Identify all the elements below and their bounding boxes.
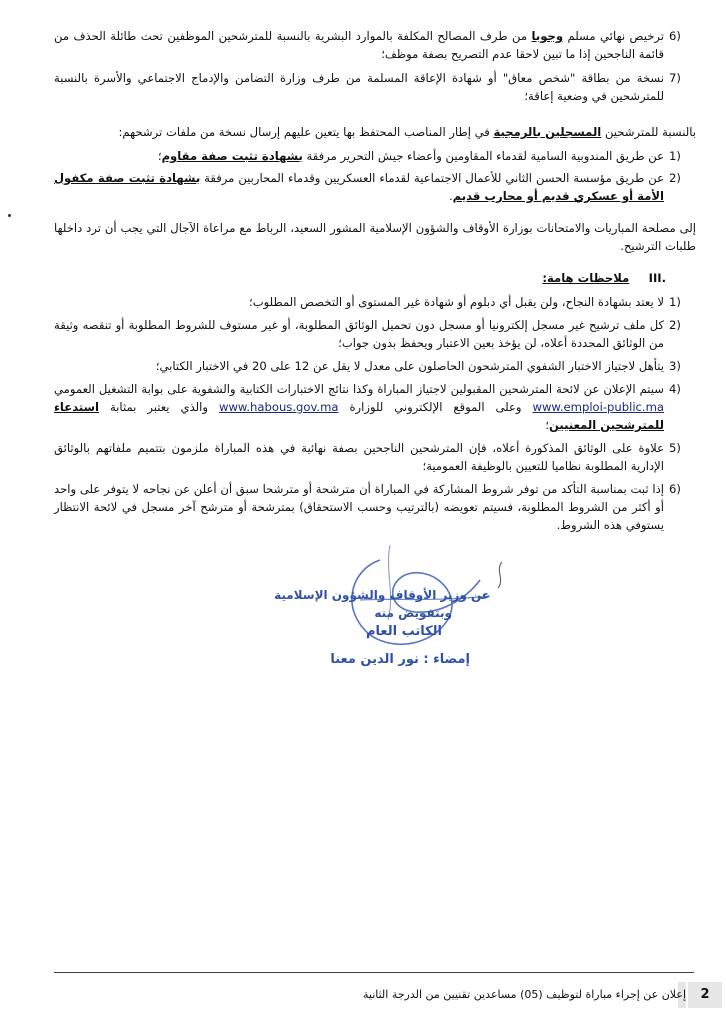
stamp-line: إمضاء : نور الدين معنا <box>330 652 470 667</box>
list-item <box>54 381 686 435</box>
footer-rule <box>54 972 694 973</box>
item-text: علاوة على الوثائق المذكورة أعلاه، فإن المترشحين الناجحين بصفة نهائية في هذه المباراة ملزمون بتتميم ملفاتهم بالوثائق الإدارية المطلوبة نظاميا للتعيين بالوظيفة العمومية؛ <box>54 440 664 473</box>
item-text: كل ملف ترشيح غير مسجل إلكترونيا أو مسجل دون تحميل الوثائق المطلوبة، أو غير مستوف للشروط المطلوبة أو تنقصه وثيقة من الوثائق المحددة أعلاه، لن يؤخذ بعين الاعتبار ويحفظ بدون جواب؛ <box>54 317 664 350</box>
stamp-line: الكاتب العام <box>365 624 442 639</box>
list-item <box>54 358 686 376</box>
item-text: لا يعتد بشهادة النجاح، ولن يقبل أي دبلوم أو شهادة غير المستوى أو التخصص المطلوب؛ <box>249 295 664 309</box>
registered-emphasis: المسجلين بالرمجية <box>493 125 602 139</box>
list-item <box>54 481 686 535</box>
stamp-line: عن وزير الأوقاف والشؤون الإسلامية <box>274 588 490 602</box>
emploi-public-link[interactable]: www.emploi-public.ma <box>532 399 665 414</box>
page-number: 2 <box>688 982 722 1008</box>
item-number: 1) <box>669 149 681 163</box>
emphasis-text: وجوبا <box>531 29 564 43</box>
item-text: سيتم الإعلان عن لائحة المترشحين المقبولين لاجتياز المباراة وكذا نتائج الاختبارات الكتابية والشفوية على بوابة التشغيل العمومي www.emploi-public.ma وعلى الموقع الإلكتروني للوزارة www.habous.gov.ma والذي يعتبر بمثابة استدعاء للمترشحين المعنيين؛ <box>54 381 665 432</box>
item-text: نسخة من بطاقة "شخص معاق" أو شهادة الإعاقة المسلمة من طرف وزارة التضامن والإدماج الاجتماعي والأسرة بالنسبة للمترشحين في وضعية إعاقة؛ <box>54 70 664 103</box>
item-number: 4) <box>669 381 681 396</box>
list-item <box>54 440 686 476</box>
item-number: 6) <box>669 481 681 496</box>
list-item <box>54 70 686 106</box>
registered-intro: بالنسبة للمترشحين المسجلين بالرمجية في إطار المناصب المحتفظ بها يتعين عليهم إرسال نسخة من ملفات ترشحهم: <box>118 125 696 139</box>
summons-emphasis: استدعاء للمترشحين المعنيين <box>54 399 664 432</box>
list-item <box>54 170 686 206</box>
item-text: يتأهل لاجتياز الاختبار الشفوي المترشحون الحاصلون على معدل لا يقل عن 12 على 20 في الاختبار الكتابي؛ <box>155 358 664 373</box>
item-text: عن طريق المندوبية السامية لقدماء المقاومين وأعضاء جيش التحرير مرفقة بشهادة تثبت صفة مقاوم؛ <box>157 149 664 163</box>
item-number: 6) <box>669 29 681 43</box>
list-item <box>54 317 686 353</box>
documents-list-continued <box>54 28 686 106</box>
stray-mark <box>8 214 11 217</box>
habous-link[interactable]: www.habous.gov.ma <box>218 399 339 414</box>
registered-list <box>54 148 686 206</box>
item-number: 2) <box>669 170 681 185</box>
section-numeral: III. <box>648 271 666 285</box>
item-number: 2) <box>669 317 681 332</box>
notes-list <box>54 294 686 535</box>
section-title: ملاحظات هامة: <box>542 271 630 285</box>
list-item <box>54 148 686 166</box>
item-number: 7) <box>669 70 681 85</box>
item-text: ترخيص نهائي مسلم وجوبا من طرف المصالح المكلفة بالموارد البشرية بالنسبة للمترشحين الموظفين تحت طائلة الحذف من قائمة الناجحين إذا ما تبين لاحقا عدم التصريح بصفة موظف؛ <box>54 29 664 61</box>
footer-text: إعلان عن إجراء مباراة لتوظيف (05) مساعدين تقنيين من الدرجة الثانية <box>362 988 686 1001</box>
item-text: عن طريق مؤسسة الحسن الثاني للأعمال الاجتماعية لقدماء العسكريين وقدماء المحاربين مرفقة بشهادة تثبت صفة مكفول الأمة أو عسكري قديم أو محارب قديم. <box>54 170 665 203</box>
signature-stamp <box>274 540 510 680</box>
notes-heading <box>54 270 666 288</box>
item-number: 3) <box>669 358 681 373</box>
item-number: 1) <box>669 295 681 309</box>
list-item <box>54 28 686 64</box>
item-number: 5) <box>669 440 681 455</box>
list-item <box>54 294 686 312</box>
stamp-line: وبتفويض منه <box>374 606 452 620</box>
item-text: إذا ثبت بمناسبة التأكد من توفر شروط المشاركة في المباراة أن مترشحة أو مترشحا سبق أن أعلن عن نجاحه لا يتوفر على واحد أو أكثر من الشروط المطلوبة، فسيتم تعويضه (بالترتيب وحسب الاستحقاق) بمترشحة أو مترشح آخر مسجل في لائحة الانتظار يستوفي هذه الشروط. <box>54 481 664 532</box>
deadline-paragraph: إلى مصلحة المباريات والامتحانات بوزارة الأوقاف والشؤون الإسلامية المشور السعيد، الرباط مع مراعاة الآجال التي يجب أن ترد داخلها طلبات الترشيح. <box>54 221 696 253</box>
